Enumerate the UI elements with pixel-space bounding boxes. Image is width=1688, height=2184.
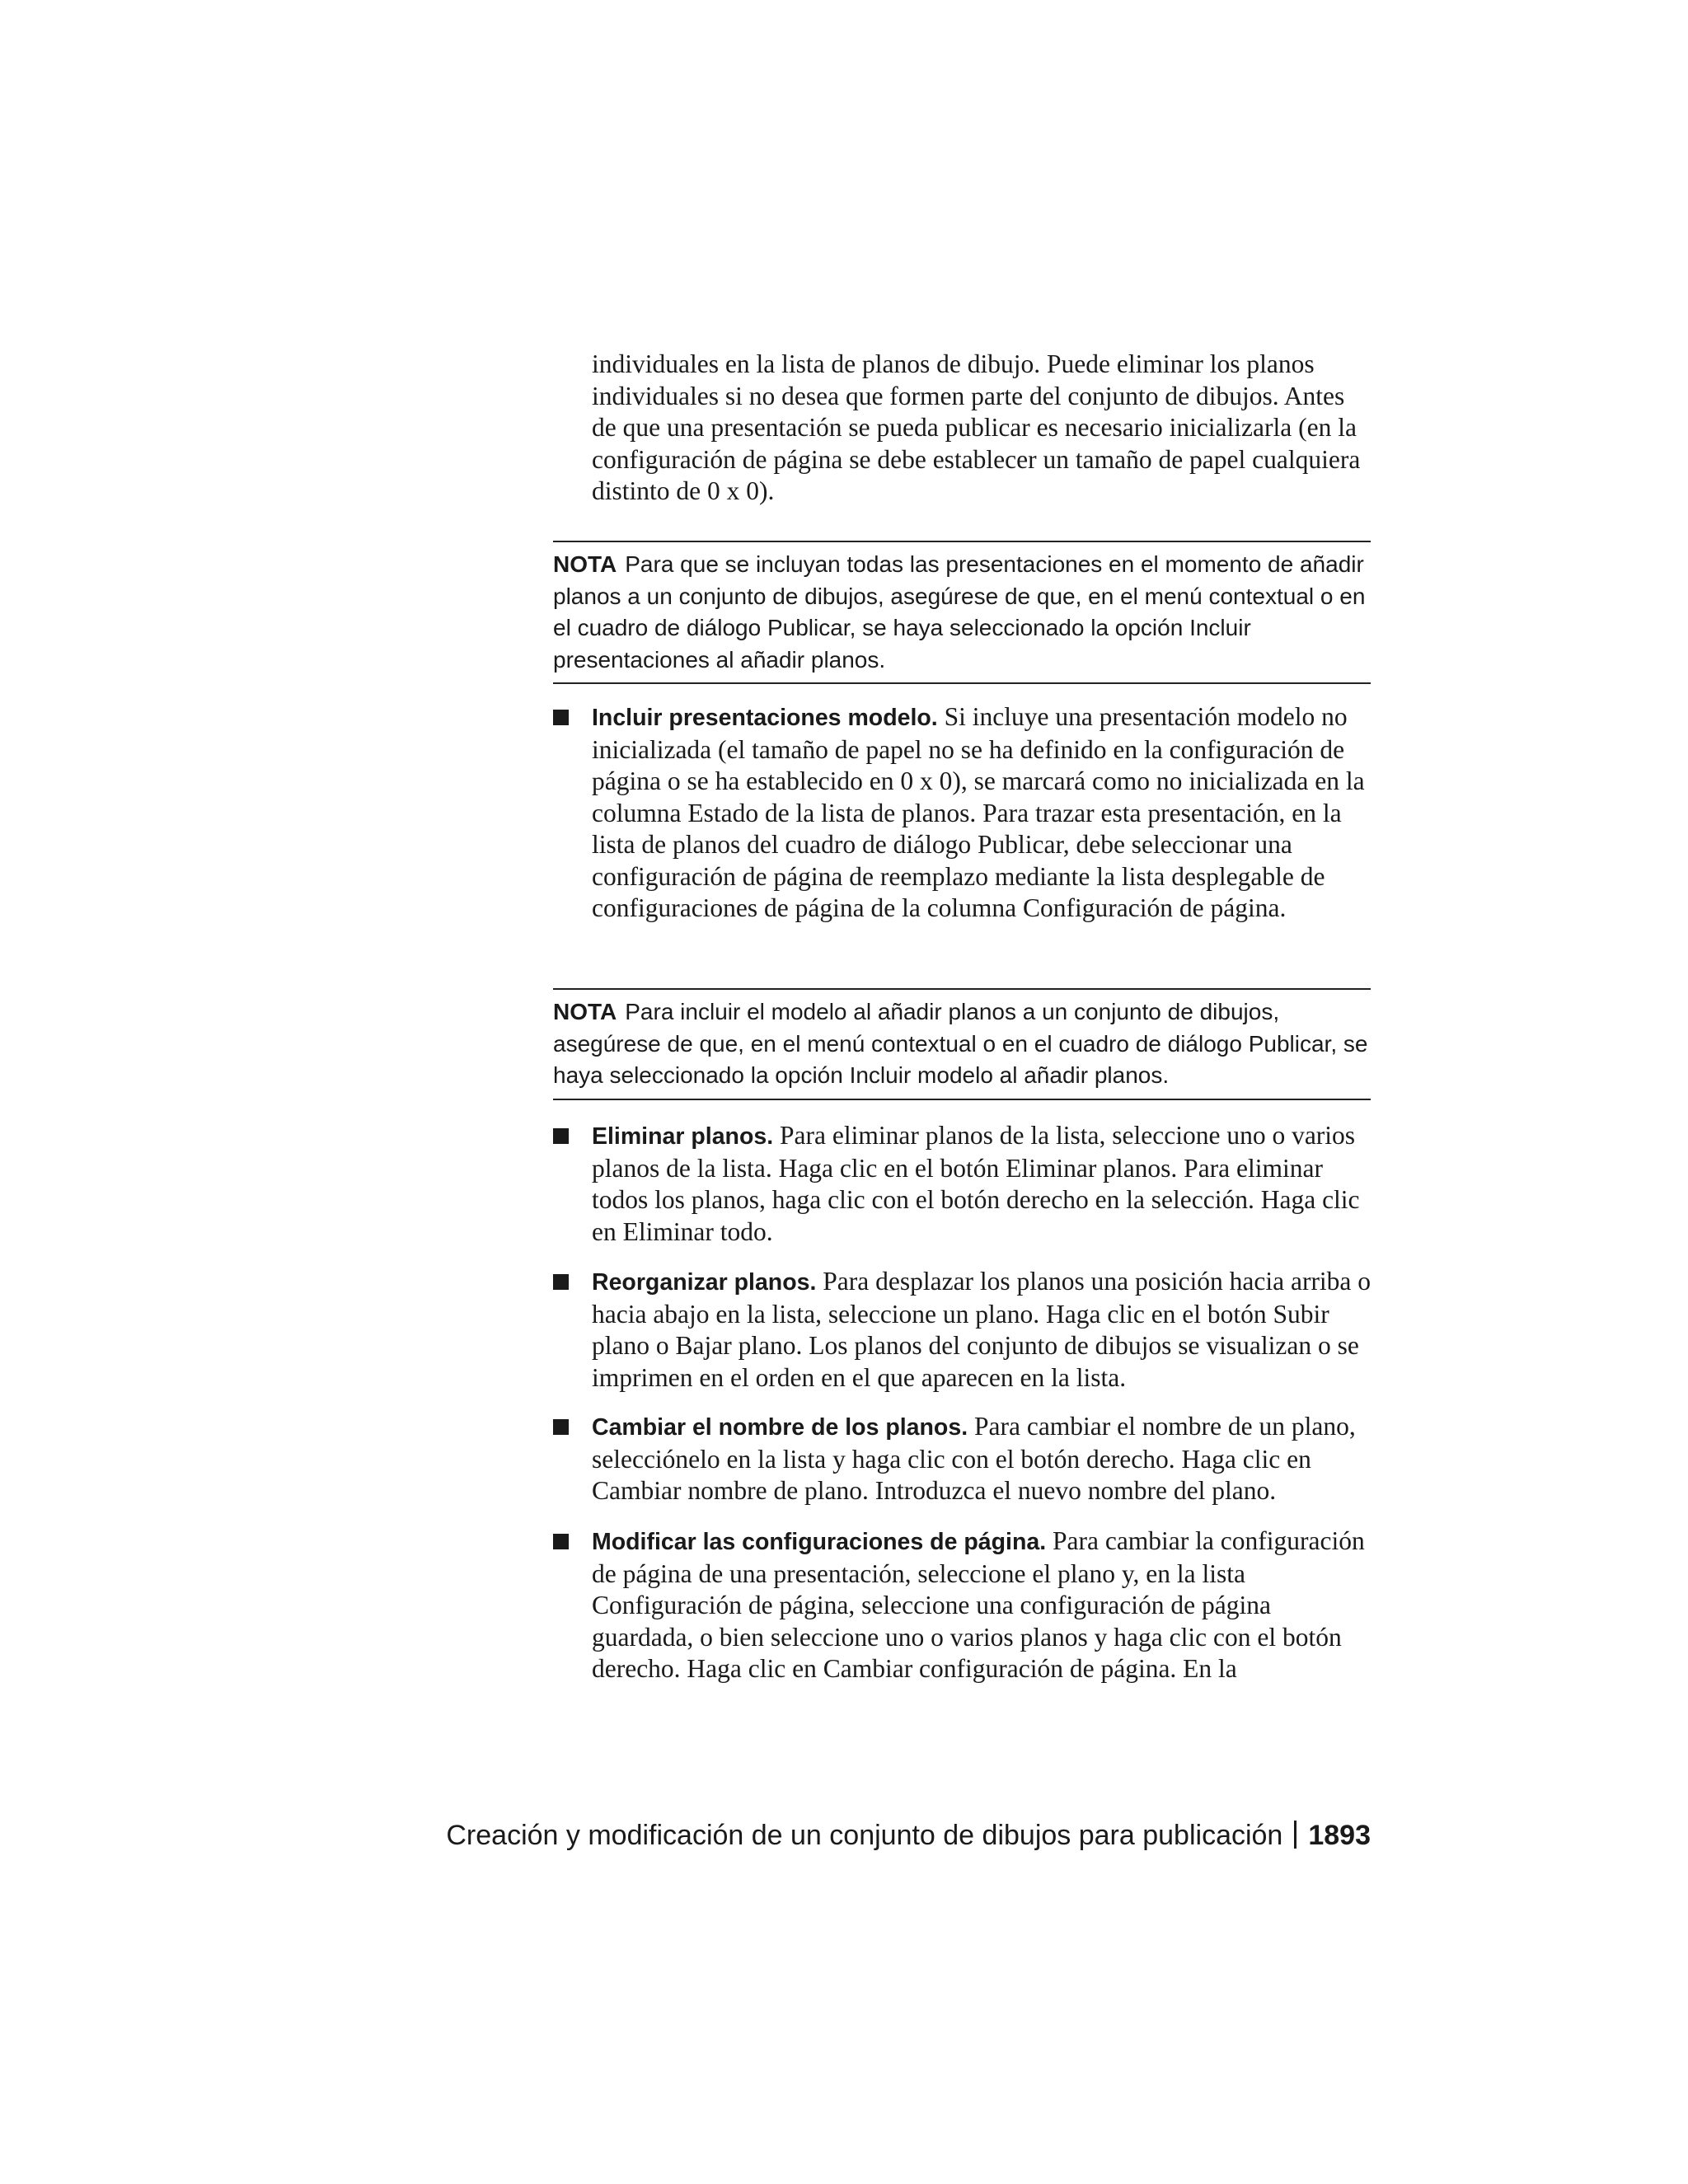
bullet-square-icon bbox=[553, 1128, 569, 1144]
list-item bbox=[553, 1120, 1371, 1248]
footer-title: Creación y modificación de un conjunto de dibujos para publicación bbox=[446, 1820, 1283, 1851]
bullet-square-icon bbox=[553, 1419, 569, 1435]
footer-divider bbox=[1294, 1821, 1296, 1849]
note-box bbox=[553, 988, 1371, 1100]
list-item-title: Reorganizar planos. bbox=[592, 1269, 817, 1296]
list-item bbox=[553, 1266, 1371, 1394]
list-item-title: Modificar las configuraciones de página. bbox=[592, 1529, 1047, 1555]
list-item-title: Incluir presentaciones modelo. bbox=[592, 705, 938, 731]
bullet-square-icon bbox=[553, 1274, 569, 1290]
page-footer bbox=[446, 1817, 1371, 1854]
note-label: NOTA bbox=[553, 551, 617, 577]
bullet-square-icon bbox=[553, 710, 569, 725]
list-item-text: Para eliminar planos de la lista, seleccione uno o varios planos de la lista. Haga clic en el botón Eliminar planos. Para eliminar todos los planos, haga clic con el botón derecho en la selección. Haga clic en Eliminar todo. bbox=[592, 1121, 1360, 1246]
note-box bbox=[553, 541, 1371, 684]
list-item-text: Para cambiar la configuración de página de una presentación, seleccione el plano y, en la lista Configuración de página, seleccione una configuración de página guardada, o bien seleccione uno o varios planos y haga clic con el botón derecho. Haga clic en Cambiar configuración de página. En la bbox=[592, 1526, 1365, 1683]
list-item bbox=[553, 1411, 1371, 1507]
list-item-title: Cambiar el nombre de los planos. bbox=[592, 1414, 968, 1441]
list-item bbox=[553, 701, 1371, 925]
list-item-title: Eliminar planos. bbox=[592, 1123, 774, 1150]
list-item bbox=[553, 1526, 1371, 1685]
page-number: 1893 bbox=[1308, 1820, 1371, 1851]
note-text: Para incluir el modelo al añadir planos a un conjunto de dibujos, asegúrese de que, en el menú contextual o en el cuadro de diálogo Publicar, se haya seleccionado la opción Incluir modelo al añadir planos. bbox=[553, 999, 1368, 1088]
bullet-square-icon bbox=[553, 1534, 569, 1549]
list-item-text: Para desplazar los planos una posición hacia arriba o hacia abajo en la lista, seleccione un plano. Haga clic en el botón Subir plano o Bajar plano. Los planos del conjunto de dibujos se visualizan o se imprimen en el orden en el que aparecen en la lista. bbox=[592, 1267, 1372, 1392]
list-item-text: Si incluye una presentación modelo no inicializada (el tamaño de papel no se ha definido en la configuración de página o se ha establecido en 0 x 0), se marcará como no inicializada en la columna Estado de la lista de planos. Para trazar esta presentación, en la lista de planos del cuadro de diálogo Publicar, debe seleccionar una configuración de página de reemplazo mediante la lista desplegable de configuraciones de página de la columna Configuración de página. bbox=[592, 702, 1365, 922]
note-text: Para que se incluyan todas las presentaciones en el momento de añadir planos a un conjunto de dibujos, asegúrese de que, en el menú contextual o en el cuadro de diálogo Publicar, se haya seleccionado la opción Incluir presentaciones al añadir planos. bbox=[553, 551, 1366, 673]
note-label: NOTA bbox=[553, 999, 617, 1024]
intro-paragraph: individuales en la lista de planos de dibujo. Puede eliminar los planos individuales si no desea que formen parte del conjunto de dibujos. Antes de que una presentación se pueda publicar es necesario inicializarla (en la configuración de página se debe establecer un tamaño de papel cualquiera distinto de 0 x 0). bbox=[592, 349, 1361, 505]
list-item-text: Para cambiar el nombre de un plano, selecciónelo en la lista y haga clic con el botón derecho. Haga clic en Cambiar nombre de plano. Introduzca el nuevo nombre del plano. bbox=[592, 1412, 1356, 1505]
